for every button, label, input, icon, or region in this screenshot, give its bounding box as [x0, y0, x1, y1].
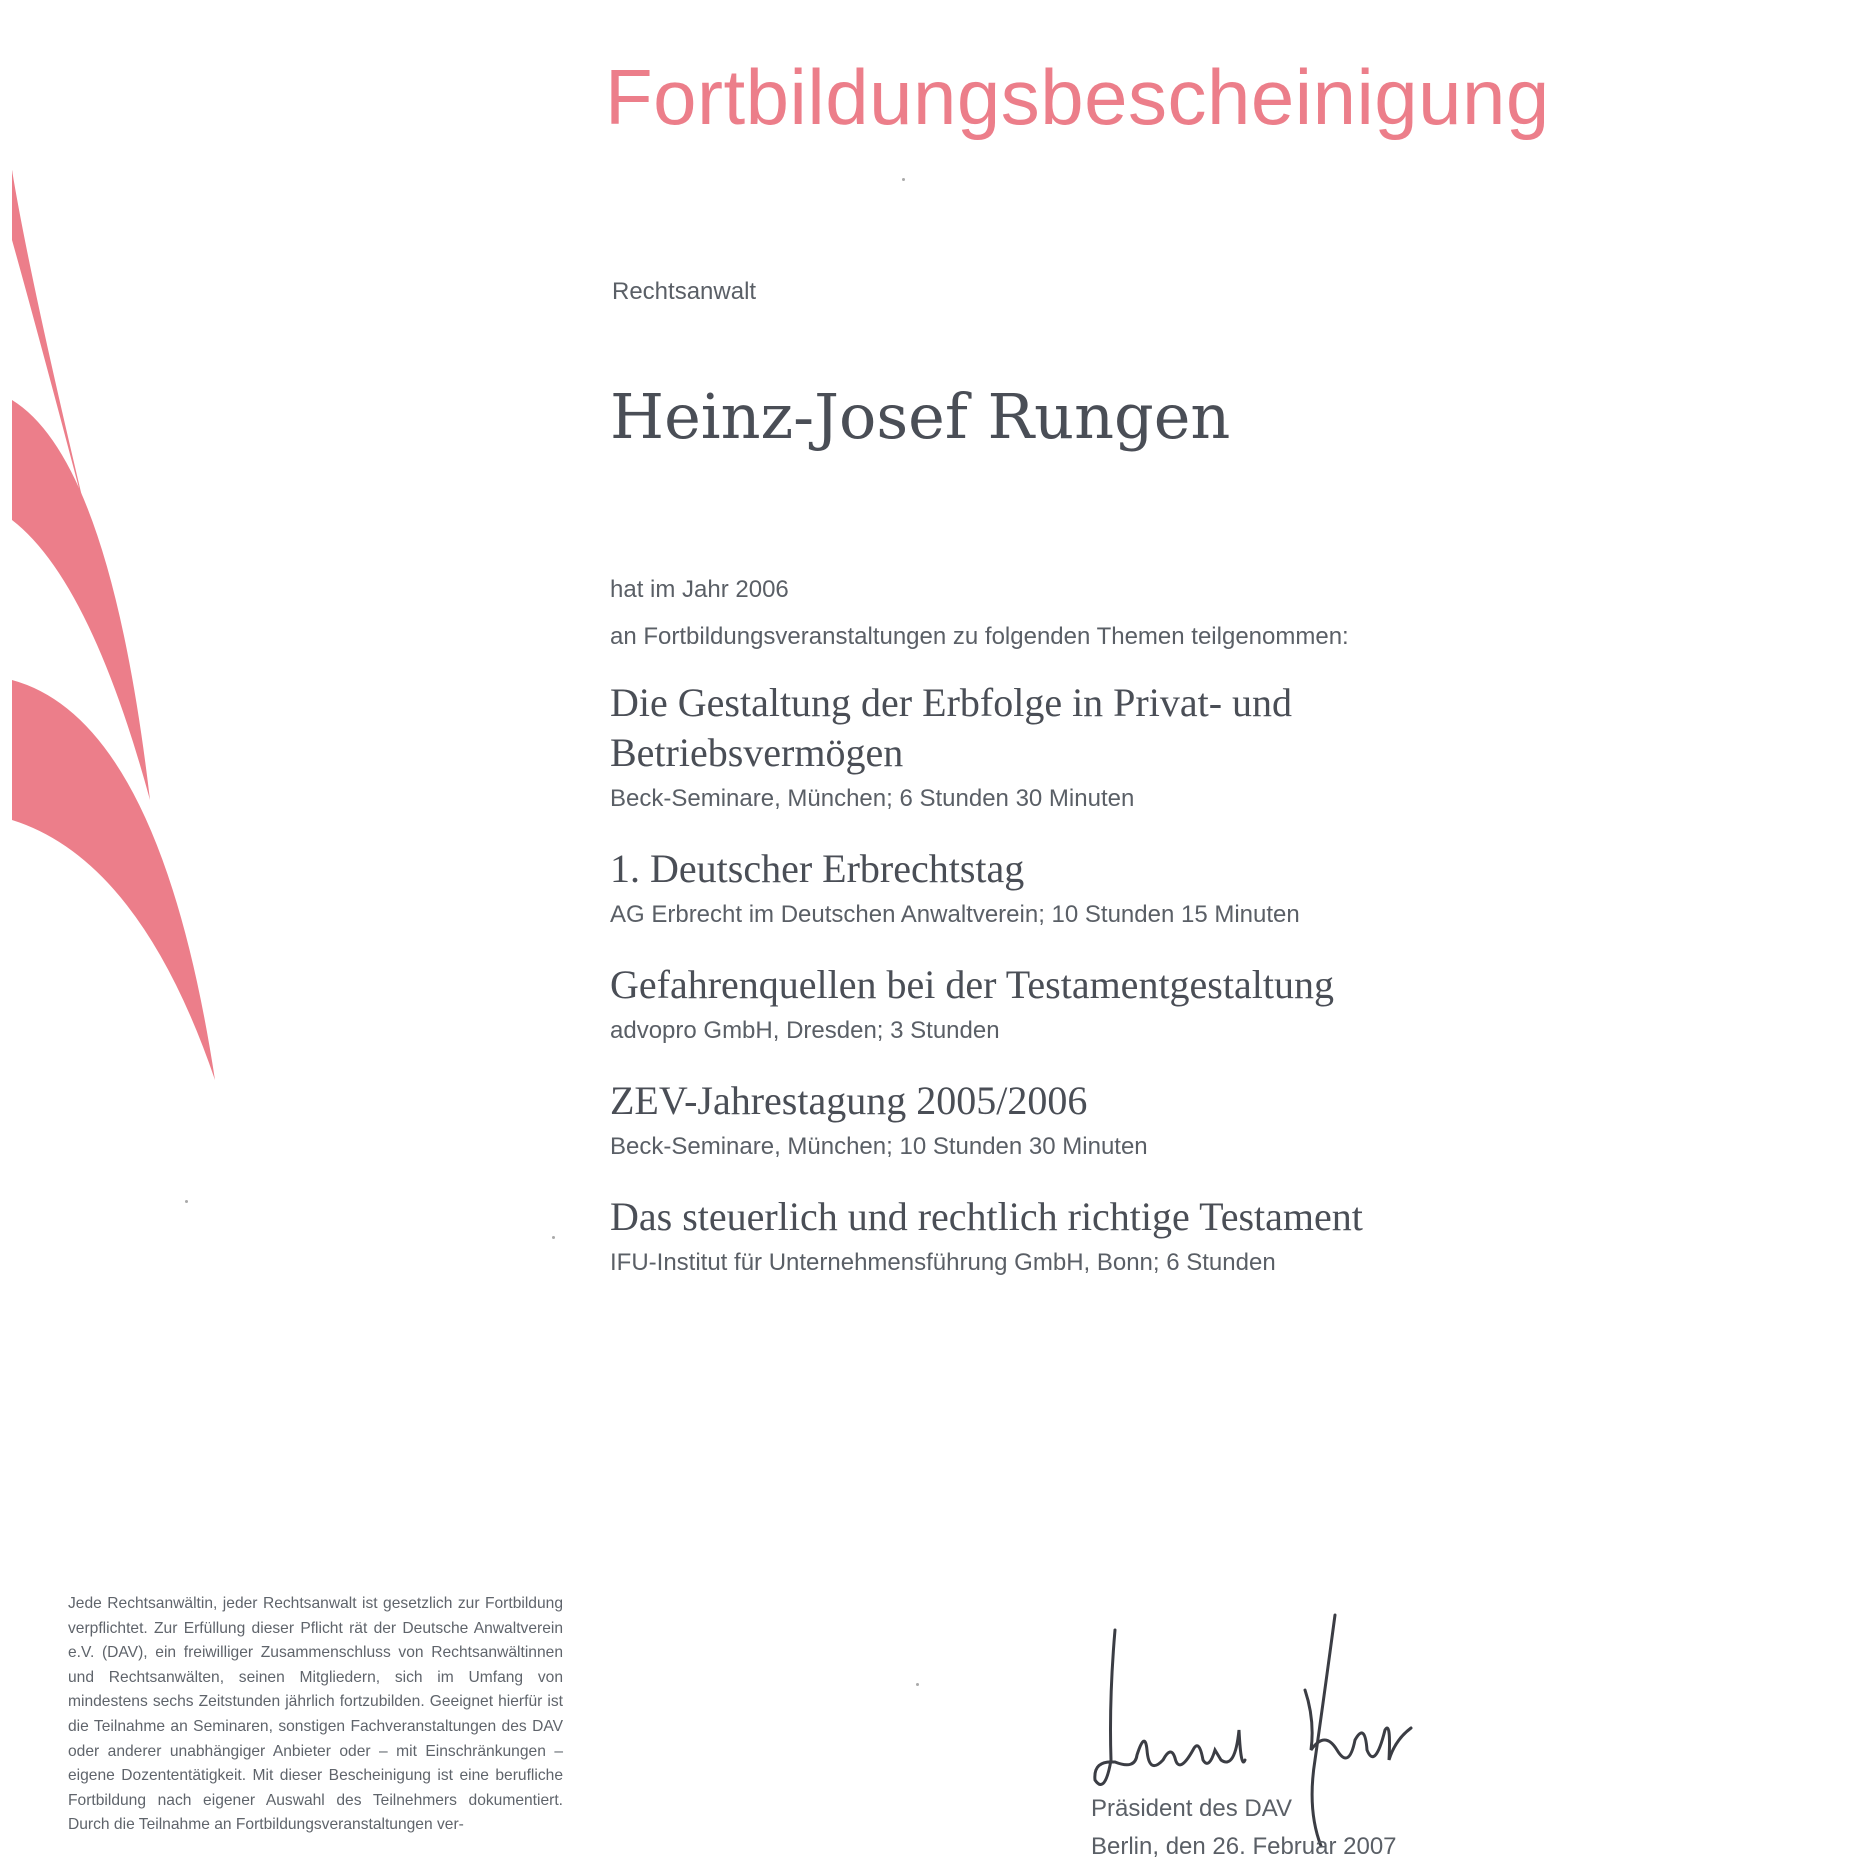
topic-title: ZEV-Jahrestagung 2005/2006	[610, 1078, 1088, 1123]
intro-line-1: hat im Jahr 2006	[610, 576, 789, 603]
signatory-role: Präsident des DAV	[1091, 1795, 1292, 1822]
legal-notice: Jede Rechtsanwältin, jeder Rechtsanwalt ist gesetzlich zur Fortbildung verpflichtet. Zur Erfüllung dieser Pflicht rät der Deutsche Anwaltverein e.V. (DAV), ein freiwilliger Zusammenschluss von Rechtsanwältinnen und Rechtsanwälten, seinen Mitgliedern, sich im Umfang von mindestens sechs Zeitstunden jährlich fortzubilden. Geeignet hierfür ist die Teilnahme an Seminaren, sonstigen Fachveranstaltungen des DAV oder anderer unabhängiger Anbieter oder – mit Einschränkungen – eigene Dozententätigkeit. Mit dieser Bescheinigung ist eine berufliche Fortbildung nach eigener Auswahl des Teilnehmers dokumentiert. Durch die Teilnahme an Fortbildungsveranstaltungen ver-	[68, 1595, 563, 1834]
scan-speck	[552, 1236, 555, 1239]
topic-detail: IFU-Institut für Unternehmensführung GmbH, Bonn; 6 Stunden	[610, 1249, 1276, 1276]
topic-item	[610, 960, 1510, 1048]
topic-title: Das steuerlich und rechtlich richtige Testament	[610, 1194, 1363, 1239]
topic-detail: Beck-Seminare, München; 6 Stunden 30 Minuten	[610, 785, 1135, 812]
topic-title: 1. Deutscher Erbrechtstag	[610, 846, 1025, 891]
topic-detail: Beck-Seminare, München; 10 Stunden 30 Minuten	[610, 1133, 1148, 1160]
scan-speck	[902, 178, 905, 181]
profession-label: Rechtsanwalt	[612, 278, 757, 305]
intro-line-2: an Fortbildungsveranstaltungen zu folgenden Themen teilgenommen:	[610, 623, 1349, 650]
topic-item	[610, 678, 1510, 816]
scan-speck	[916, 1683, 919, 1686]
sail-shape-5	[12, 680, 215, 1080]
place-and-date: Berlin, den 26. Februar 2007	[1091, 1833, 1397, 1860]
scan-speck	[185, 1200, 188, 1203]
recipient-name: Heinz-Josef Rungen	[610, 380, 1231, 453]
topic-list	[610, 678, 1510, 1308]
intro-text	[610, 566, 1349, 660]
topic-detail: advopro GmbH, Dresden; 3 Stunden	[610, 1017, 1000, 1044]
decorative-sail-graphic	[0, 160, 230, 1110]
topic-title: Gefahrenquellen bei der Testamentgestaltung	[610, 962, 1334, 1007]
topic-detail: AG Erbrecht im Deutschen Anwaltverein; 10 Stunden 15 Minuten	[610, 901, 1300, 928]
topic-title: Die Gestaltung der Erbfolge in Privat- und Betriebsvermögen	[610, 680, 1293, 775]
certificate-title: Fortbildungsbescheinigung	[605, 53, 1550, 141]
topic-item	[610, 844, 1510, 932]
topic-item	[610, 1076, 1510, 1164]
topic-item	[610, 1192, 1510, 1280]
